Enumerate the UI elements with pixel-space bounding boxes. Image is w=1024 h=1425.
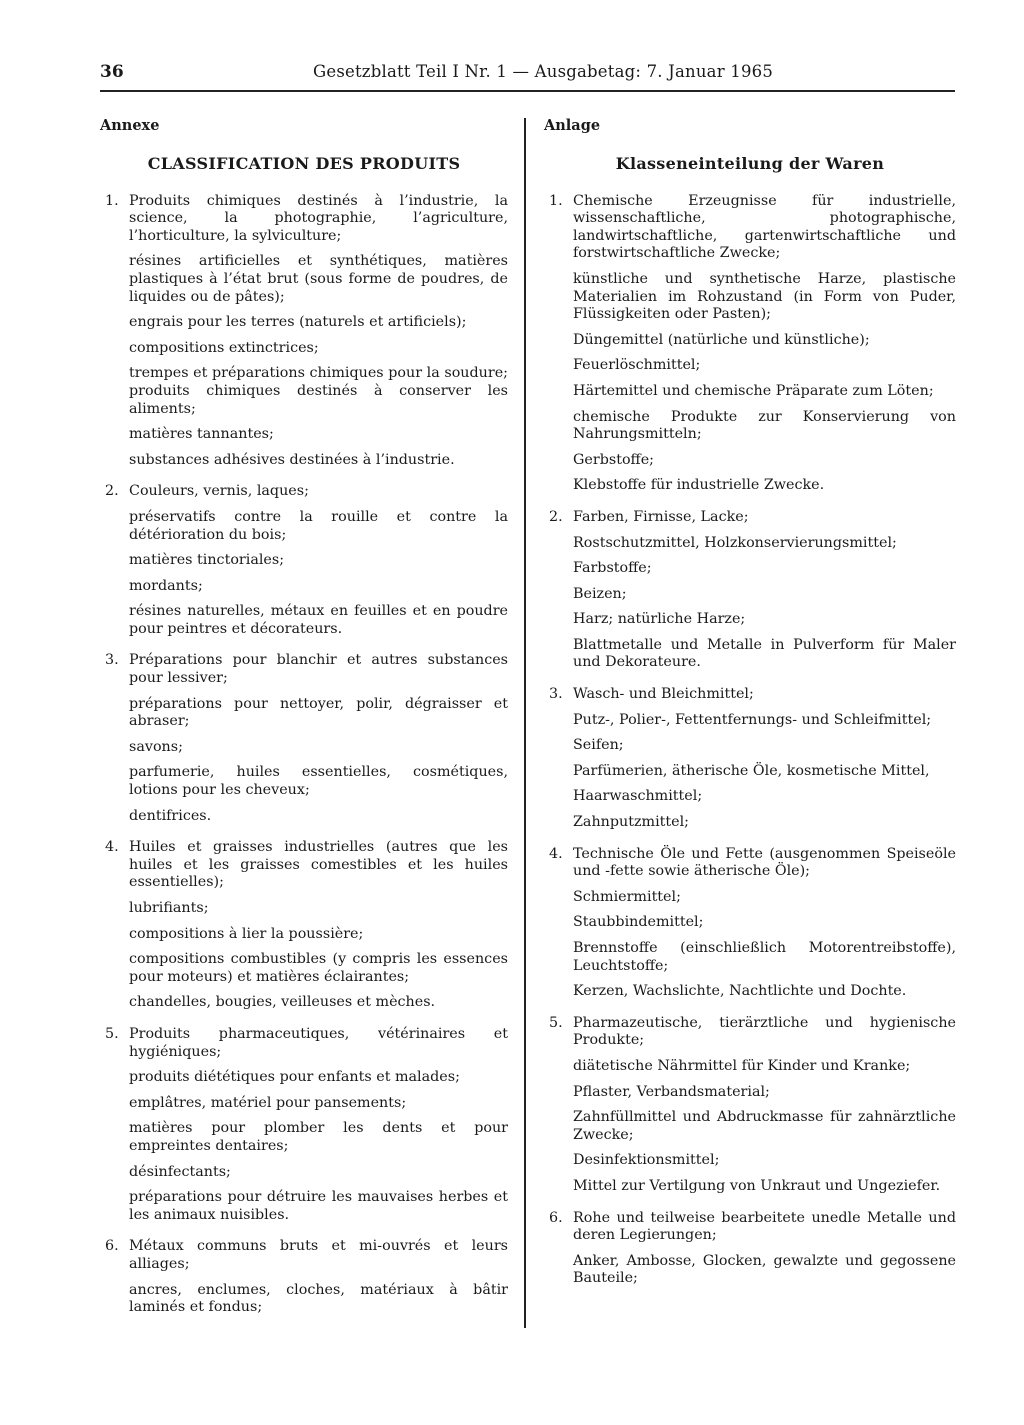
class-number: 2.: [549, 508, 563, 525]
class-number: 1.: [549, 192, 563, 209]
class-entry: Düngemittel (natürliche und künstliche);: [573, 331, 870, 348]
french-item-list: [100, 193, 508, 1317]
german-class-item: [544, 193, 956, 495]
german-class-item: [544, 1015, 956, 1196]
class-entry: Parfümerien, ätherische Öle, kosmetische Mittel,: [573, 762, 930, 779]
class-entry: Huiles et graisses industrielles (autres que les huiles et les graisses comestibles et les huiles essentielles);: [129, 839, 508, 891]
french-class-item: [100, 1238, 508, 1316]
class-entry: compositions extinctrices;: [129, 339, 319, 356]
section-title: Klasseneinteilung der Waren: [615, 154, 885, 173]
class-entry: préparations pour nettoyer, polir, dégraisser et abraser;: [129, 695, 508, 730]
german-item-list: [544, 193, 956, 1288]
class-entry: matières pour plomber les dents et pour empreintes dentaires;: [129, 1120, 508, 1154]
class-entry: Schmiermittel;: [573, 888, 681, 905]
class-entry: Mittel zur Vertilgung von Unkraut und Ungeziefer.: [573, 1177, 941, 1194]
class-entry: Pharmazeutische, tierärztliche und hygienische Produkte;: [573, 1014, 956, 1049]
class-entry: künstliche und synthetische Harze, plastische Materialien im Rohzustand (in Form von Puder, Flüssigkeiten oder Pasten);: [573, 270, 956, 323]
class-number: 4.: [549, 845, 563, 862]
class-entry: Pflaster, Verbandsmaterial;: [573, 1083, 770, 1100]
class-entry: Putz-, Polier-, Fettentfernungs- und Schleifmittel;: [573, 711, 932, 728]
class-number: 3.: [105, 652, 119, 669]
class-entry: savons;: [129, 738, 183, 755]
class-entry: Couleurs, vernis, laques;: [129, 483, 309, 500]
class-entry: Préparations pour blanchir et autres substances pour lessiver;: [129, 652, 508, 687]
column-divider: [524, 118, 526, 1328]
class-entry: emplâtres, matériel pour pansements;: [129, 1094, 407, 1111]
class-entry: Produits chimiques destinés à l’industrie, la science, la photographie, l’agriculture, l’horticulture, la sylviculture;: [129, 192, 508, 244]
french-class-item: [100, 1026, 508, 1224]
class-entry: Blattmetalle und Metalle in Pulverform für Maler und Dekorateure.: [573, 636, 956, 671]
class-entry: matières tinctoriales;: [129, 552, 285, 569]
class-entry: compositions combustibles (y compris les essences pour moteurs) et matières éclairantes;: [129, 951, 508, 985]
class-entry: Desinfektionsmittel;: [573, 1152, 720, 1169]
class-entry: résines artificielles et synthétiques, matières plastiques à l’état brut (sous forme de poudres, de liquides ou de pâtes);: [129, 253, 508, 305]
class-entry: Härtemittel und chemische Präparate zum Löten;: [573, 382, 934, 399]
class-entry: parfumerie, huiles essentielles, cosmétiques, lotions pour les cheveux;: [129, 764, 508, 799]
running-title: Gesetzblatt Teil I Nr. 1 — Ausgabetag: 7. Januar 1965: [313, 62, 774, 81]
class-entry: Zahnfüllmittel und Abdruckmasse für zahnärztliche Zwecke;: [573, 1109, 956, 1143]
class-entry: engrais pour les terres (naturels et artificiels);: [129, 314, 467, 331]
class-entry: Rohe und teilweise bearbeitete unedle Metalle und deren Legierungen;: [573, 1209, 956, 1244]
class-number: 6.: [105, 1238, 119, 1255]
annex-label: Annexe: [100, 117, 160, 134]
class-entry: Gerbstoffe;: [573, 451, 654, 468]
class-entry: préservatifs contre la rouille et contre la détérioration du bois;: [129, 508, 508, 543]
class-entry: trempes et préparations chimiques pour la soudure; produits chimiques destinés à conserver les aliments;: [129, 365, 508, 417]
class-entry: mordants;: [129, 577, 203, 594]
class-entry: Haarwaschmittel;: [573, 788, 703, 805]
class-number: 4.: [105, 839, 119, 856]
german-class-item: [544, 509, 956, 672]
class-entry: Métaux communs bruts et mi-ouvrés et leurs alliages;: [129, 1238, 508, 1272]
class-entry: ancres, enclumes, cloches, matériaux à bâtir laminés et fondus;: [129, 1281, 508, 1316]
class-number: 5.: [549, 1014, 563, 1031]
class-entry: Anker, Ambosse, Glocken, gewalzte und gegossene Bauteile;: [573, 1252, 956, 1287]
class-entry: Feuerlöschmittel;: [573, 357, 701, 374]
page-number: 36: [100, 62, 124, 82]
french-class-item: [100, 652, 508, 825]
class-entry: Staubbindemittel;: [573, 914, 704, 931]
class-entry: Chemische Erzeugnisse für industrielle, wissenschaftliche, photographische, landwirtschaftliche, gartenwirtschaftliche und forstwirtschaftliche Zwecke;: [573, 192, 956, 262]
german-class-item: [544, 1210, 956, 1288]
class-entry: chemische Produkte zur Konservierung von Nahrungsmitteln;: [573, 408, 956, 443]
class-entry: diätetische Nährmittel für Kinder und Kranke;: [573, 1057, 911, 1074]
french-class-item: [100, 483, 508, 638]
class-number: 1.: [105, 192, 119, 209]
class-entry: Produits pharmaceutiques, vétérinaires et hygiéniques;: [129, 1025, 508, 1060]
class-entry: compositions à lier la poussière;: [129, 925, 364, 942]
german-class-item: [544, 686, 956, 832]
class-entry: lubrifiants;: [129, 900, 209, 916]
annex-label: Anlage: [544, 117, 601, 134]
class-entry: désinfectants;: [129, 1163, 231, 1180]
class-entry: substances adhésives destinées à l’industrie.: [129, 451, 455, 468]
section-title: CLASSIFICATION DES PRODUITS: [147, 154, 461, 173]
class-entry: Beizen;: [573, 585, 627, 602]
class-entry: Klebstoffe für industrielle Zwecke.: [573, 477, 825, 494]
class-entry: chandelles, bougies, veilleuses et mèches.: [129, 994, 436, 1011]
class-number: 5.: [105, 1025, 119, 1042]
class-entry: Kerzen, Wachslichte, Nachtlichte und Dochte.: [573, 983, 907, 1000]
class-entry: dentifrices.: [129, 807, 212, 824]
german-class-item: [544, 846, 956, 1001]
class-entry: Rostschutzmittel, Holzkonservierungsmittel;: [573, 534, 897, 551]
class-entry: Brennstoffe (einschließlich Motorentreibstoffe), Leuchtstoffe;: [573, 940, 956, 974]
class-entry: Seifen;: [573, 737, 624, 754]
class-entry: Farbstoffe;: [573, 560, 652, 577]
class-entry: Harz; natürliche Harze;: [573, 611, 746, 628]
french-class-item: [100, 839, 508, 1012]
class-entry: Zahnputzmittel;: [573, 814, 689, 831]
german-column: [544, 117, 956, 1288]
class-entry: Wasch- und Bleichmittel;: [573, 686, 754, 703]
class-entry: Farben, Firnisse, Lacke;: [573, 508, 749, 525]
page-header: [100, 62, 955, 92]
class-number: 6.: [549, 1209, 563, 1226]
class-entry: Technische Öle und Fette (ausgenommen Speiseöle und -fette sowie ätherische Öle);: [573, 845, 956, 880]
french-class-item: [100, 193, 508, 470]
class-entry: préparations pour détruire les mauvaises herbes et les animaux nuisibles.: [129, 1189, 508, 1223]
french-column: [100, 117, 508, 1317]
class-entry: produits diététiques pour enfants et malades;: [129, 1069, 460, 1086]
class-entry: matières tannantes;: [129, 426, 274, 443]
class-number: 2.: [105, 483, 119, 500]
class-entry: résines naturelles, métaux en feuilles et en poudre pour peintres et décorateurs.: [129, 603, 508, 637]
class-number: 3.: [549, 686, 563, 703]
